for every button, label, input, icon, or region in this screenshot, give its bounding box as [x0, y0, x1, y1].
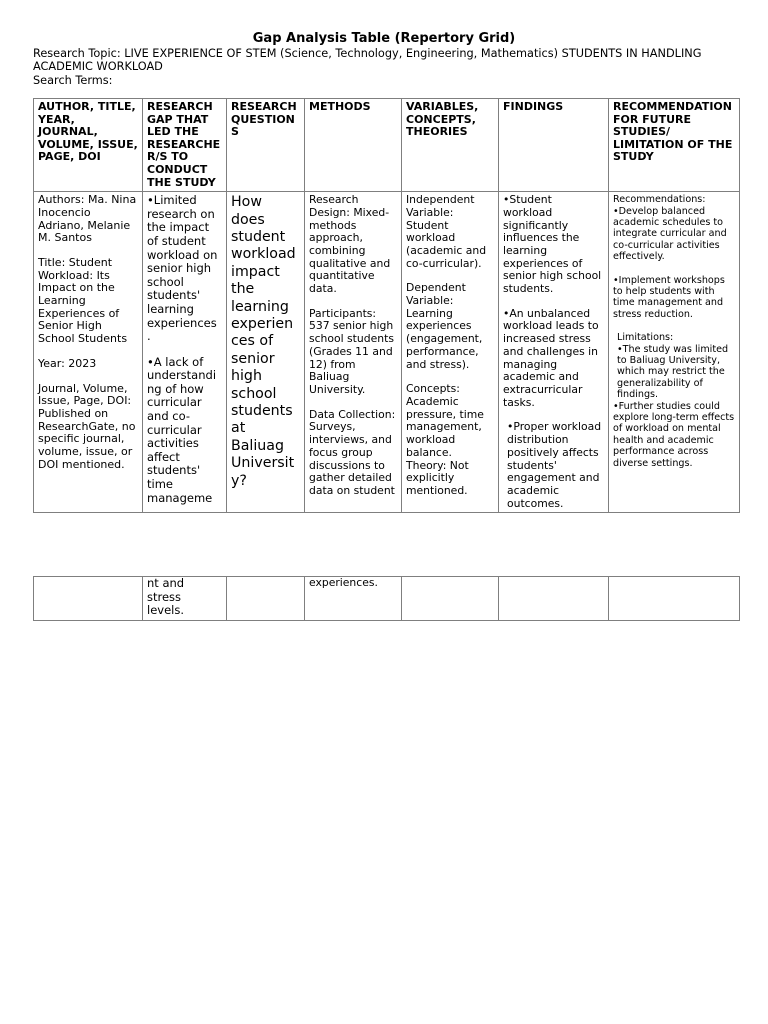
dependent-variable: Dependent Variable: Learning experiences (engagement, performance, and stress).	[406, 281, 483, 371]
header-author: AUTHOR, TITLE, YEAR, JOURNAL, VOLUME, ISSUE, PAGE, DOI	[34, 99, 143, 192]
cell-variables	[402, 192, 499, 513]
authors-text: Authors: Ma. Nina Inocencio Adriano, Melanie M. Santos	[38, 193, 137, 245]
limitation-2: •Further studies could explore long-term effects of workload on mental health and academic performance across diverse settings.	[613, 400, 735, 469]
table-row-continued	[34, 577, 740, 621]
finding-2: •An unbalanced workload leads to increased stress and challenges in managing academic and extracurricular tasks.	[503, 306, 599, 409]
methods-continued-text: experiences.	[309, 576, 378, 589]
cell-research-gap	[143, 192, 227, 513]
recommendation-2: •Implement workshops to help students with time management and stress reduction.	[613, 274, 725, 320]
cell-methods	[305, 192, 402, 513]
gap-point-1: •Limited research on the impact of student workload on senior high school students' learning experiences .	[147, 193, 218, 344]
header-methods: METHODS	[305, 99, 402, 192]
gap-continued-text: nt and stress levels.	[147, 576, 185, 618]
gap-analysis-table-continued	[33, 576, 740, 621]
cell-question-continued	[227, 577, 305, 621]
cell-methods-continued	[305, 577, 402, 621]
table-row	[34, 192, 740, 513]
cell-author	[34, 192, 143, 513]
methods-design: Research Design: Mixed-methods approach, combining qualitative and quantitative data.	[309, 193, 391, 296]
research-question-text: How does student workload impact the learning experien ces of senior high school students at Baliuag Universit y?	[231, 194, 296, 489]
document-title: Gap Analysis Table (Repertory Grid)	[252, 31, 516, 46]
cell-recommendation	[609, 192, 740, 513]
cell-research-gap-continued	[143, 577, 227, 621]
research-topic: Research Topic: LIVE EXPERIENCE OF STEM (Science, Technology, Engineering, Mathematics) STUDENTS IN HANDLING ACADEMIC WORKLOAD	[33, 47, 702, 74]
recommendation-1: •Develop balanced academic schedules to integrate curricular and co-curricular activities effectively.	[613, 205, 727, 263]
cell-findings	[499, 192, 609, 513]
cell-research-question	[227, 192, 305, 513]
finding-1: •Student workload significantly influences the learning experiences of senior high school students.	[503, 193, 602, 296]
cell-findings-continued	[499, 577, 609, 621]
study-title-text: Title: Student Workload: Its Impact on the Learning Experiences of Senior High School Students	[38, 255, 128, 346]
search-terms: Search Terms:	[33, 73, 113, 87]
header-recommendation: RECOMMENDATION FOR FUTURE STUDIES/ LIMITATION OF THE STUDY	[609, 99, 740, 192]
cell-variables-continued	[402, 577, 499, 621]
header-row	[34, 99, 740, 192]
gap-point-2: •A lack of understandi ng of how curricular and co-curricular activities affect students' time manageme	[147, 354, 217, 505]
limitation-1: •The study was limited to Baliuag University, which may restrict the generalizability of findings.	[617, 343, 729, 401]
header-research-question: RESEARCH QUESTION S	[227, 99, 305, 192]
independent-variable: Independent Variable: Student workload (academic and co-curricular).	[406, 193, 487, 270]
header-findings: FINDINGS	[499, 99, 609, 192]
cell-author-continued	[34, 577, 143, 621]
methods-participants: Participants: 537 senior high school students (Grades 11 and 12) from Baliuag University.	[309, 306, 394, 396]
limitations-heading: Limitations:	[617, 332, 674, 344]
recommendations-heading: Recommendations:	[613, 194, 706, 206]
cell-recommendation-continued	[609, 577, 740, 621]
header-research-gap: RESEARCH GAP THAT LED THE RESEARCHE R/S TO CONDUCT THE STUDY	[143, 99, 227, 192]
concepts-text: Concepts: Academic pressure, time management, workload balance. Theory: Not explicitly mentioned.	[406, 382, 484, 497]
journal-text: Journal, Volume, Issue, Page, DOI: Published on ResearchGate, no specific journal, volume, issue, or DOI mentioned.	[38, 381, 136, 471]
header-variables: VARIABLES, CONCEPTS, THEORIES	[402, 99, 499, 192]
gap-analysis-table	[33, 98, 740, 513]
finding-3: •Proper workload distribution positively affects students' engagement and academic outcomes.	[507, 420, 602, 510]
methods-collection: Data Collection: Surveys, interviews, and focus group discussions to gather detailed data on student	[309, 407, 396, 497]
document-meta	[33, 47, 733, 87]
year-text: Year: 2023	[38, 356, 97, 370]
